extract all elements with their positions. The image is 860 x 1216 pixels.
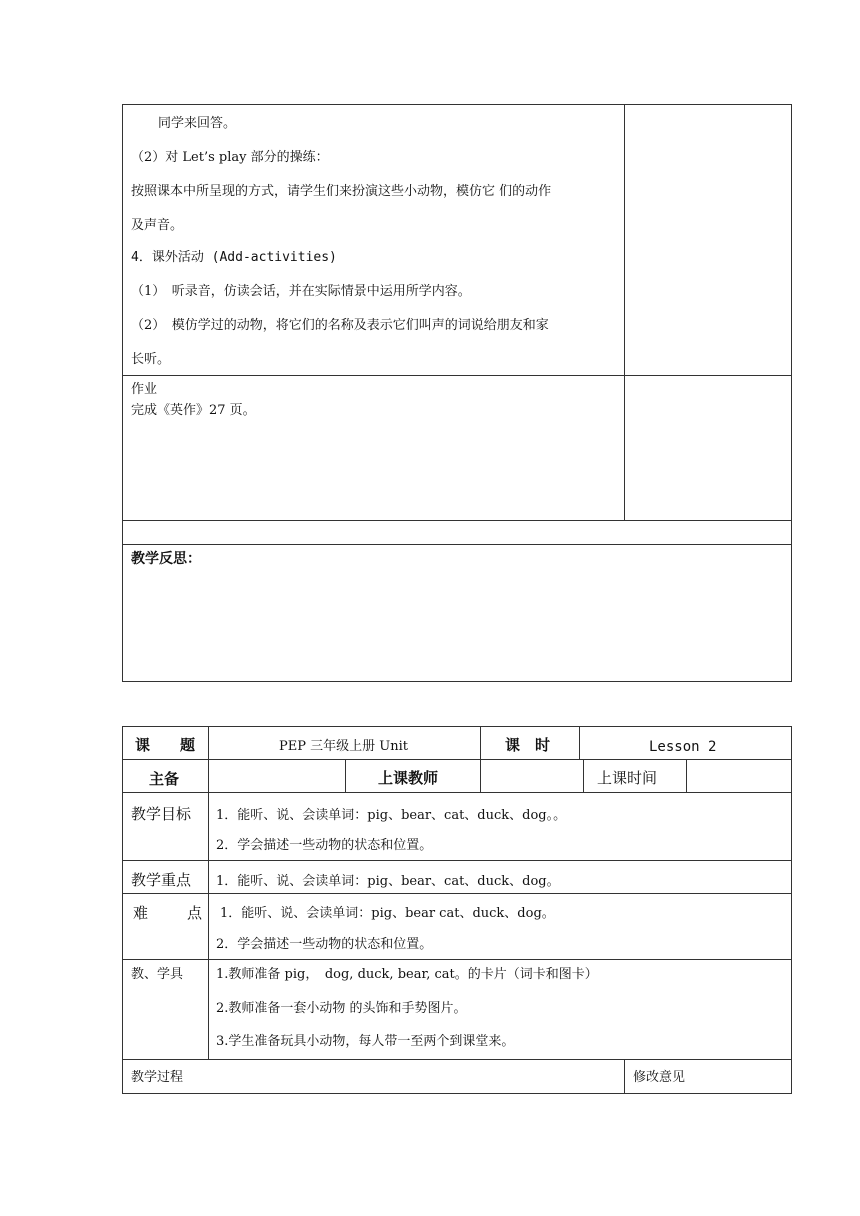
topic-label: 课 题 xyxy=(135,736,196,754)
process-line: 同学来回答。 xyxy=(158,116,237,131)
process-line: 按照课本中所呈现的方式，请学生们来扮演这些小动物，模仿它 们的动作 xyxy=(131,184,552,199)
table2-row-divider xyxy=(122,1059,792,1060)
process-line: 长听。 xyxy=(131,352,171,367)
process-line: （1） 听录音，仿读会话，并在实际情景中运用所学内容。 xyxy=(131,284,471,299)
process-line: 及声音。 xyxy=(131,218,184,233)
key-point-item: 1．能听、说、会读单词：pig、bear、cat、duck、dog。 xyxy=(216,874,560,889)
goals-label: 教学目标 xyxy=(131,805,192,823)
table1-row-divider xyxy=(122,544,792,545)
teacher-label: 上课教师 xyxy=(378,769,439,787)
difficult-item: 2．学会描述一些动物的状态和位置。 xyxy=(216,937,433,952)
homework-text: 完成《英作》27 页。 xyxy=(131,403,256,418)
table2-column-divider xyxy=(480,726,481,759)
table1-row-divider xyxy=(122,375,792,376)
homework-label: 作业 xyxy=(131,382,158,397)
period-label: 课 时 xyxy=(505,736,551,754)
process-line: （2） 模仿学过的动物，将它们的名称及表示它们叫声的词说给朋友和家 xyxy=(131,318,549,333)
table2-column-divider xyxy=(624,1059,625,1094)
reflection-label: 教学反思： xyxy=(131,551,201,567)
class-time-label: 上课时间 xyxy=(597,769,658,787)
table2-row-divider xyxy=(122,893,792,894)
tool-item: 2.教师准备一套小动物 的头饰和手势图片。 xyxy=(216,1001,467,1016)
table2-column-divider xyxy=(345,759,346,792)
table2-column-divider xyxy=(480,759,481,792)
table2-column-divider xyxy=(583,759,584,792)
difficult-label: 点 xyxy=(187,904,203,922)
table2-row-divider xyxy=(122,860,792,861)
table1-column-divider xyxy=(624,104,625,521)
difficult-label: 难 xyxy=(133,904,149,922)
process-line: （2）对 Let’s play 部分的操练： xyxy=(131,150,329,165)
process-label: 教学过程 xyxy=(131,1070,184,1085)
table2-column-divider xyxy=(208,792,209,1059)
tools-label: 教、学具 xyxy=(131,967,184,982)
key-points-label: 教学重点 xyxy=(131,871,192,889)
tool-item: 3.学生准备玩具小动物，每人带一至两个到课堂来。 xyxy=(216,1034,515,1049)
tool-item: 1.教师准备 pig， dog, duck, bear, cat。的卡片（词卡和图卡） xyxy=(216,967,598,982)
process-line: 4．课外活动 (Add-activities) xyxy=(131,250,337,265)
difficult-item: 1．能听、说、会读单词：pig、bear cat、duck、dog。 xyxy=(220,906,555,921)
table2-row-divider xyxy=(122,759,792,760)
table2-row-divider xyxy=(122,959,792,960)
table1-row-divider xyxy=(122,520,792,521)
goal-item: 2．学会描述一些动物的状态和位置。 xyxy=(216,838,433,853)
lead-teacher-label: 主备 xyxy=(149,770,180,788)
table2-column-divider xyxy=(579,726,580,759)
topic-value: PEP 三年级上册 Unit xyxy=(279,739,408,754)
goal-item: 1．能听、说、会读单词：pig、bear、cat、duck、dog。。 xyxy=(216,808,567,823)
period-value: Lesson 2 xyxy=(649,739,717,755)
table2-column-divider xyxy=(208,726,209,792)
revision-label: 修改意见 xyxy=(633,1070,686,1085)
table2-column-divider xyxy=(686,759,687,792)
table2-row-divider xyxy=(122,792,792,793)
